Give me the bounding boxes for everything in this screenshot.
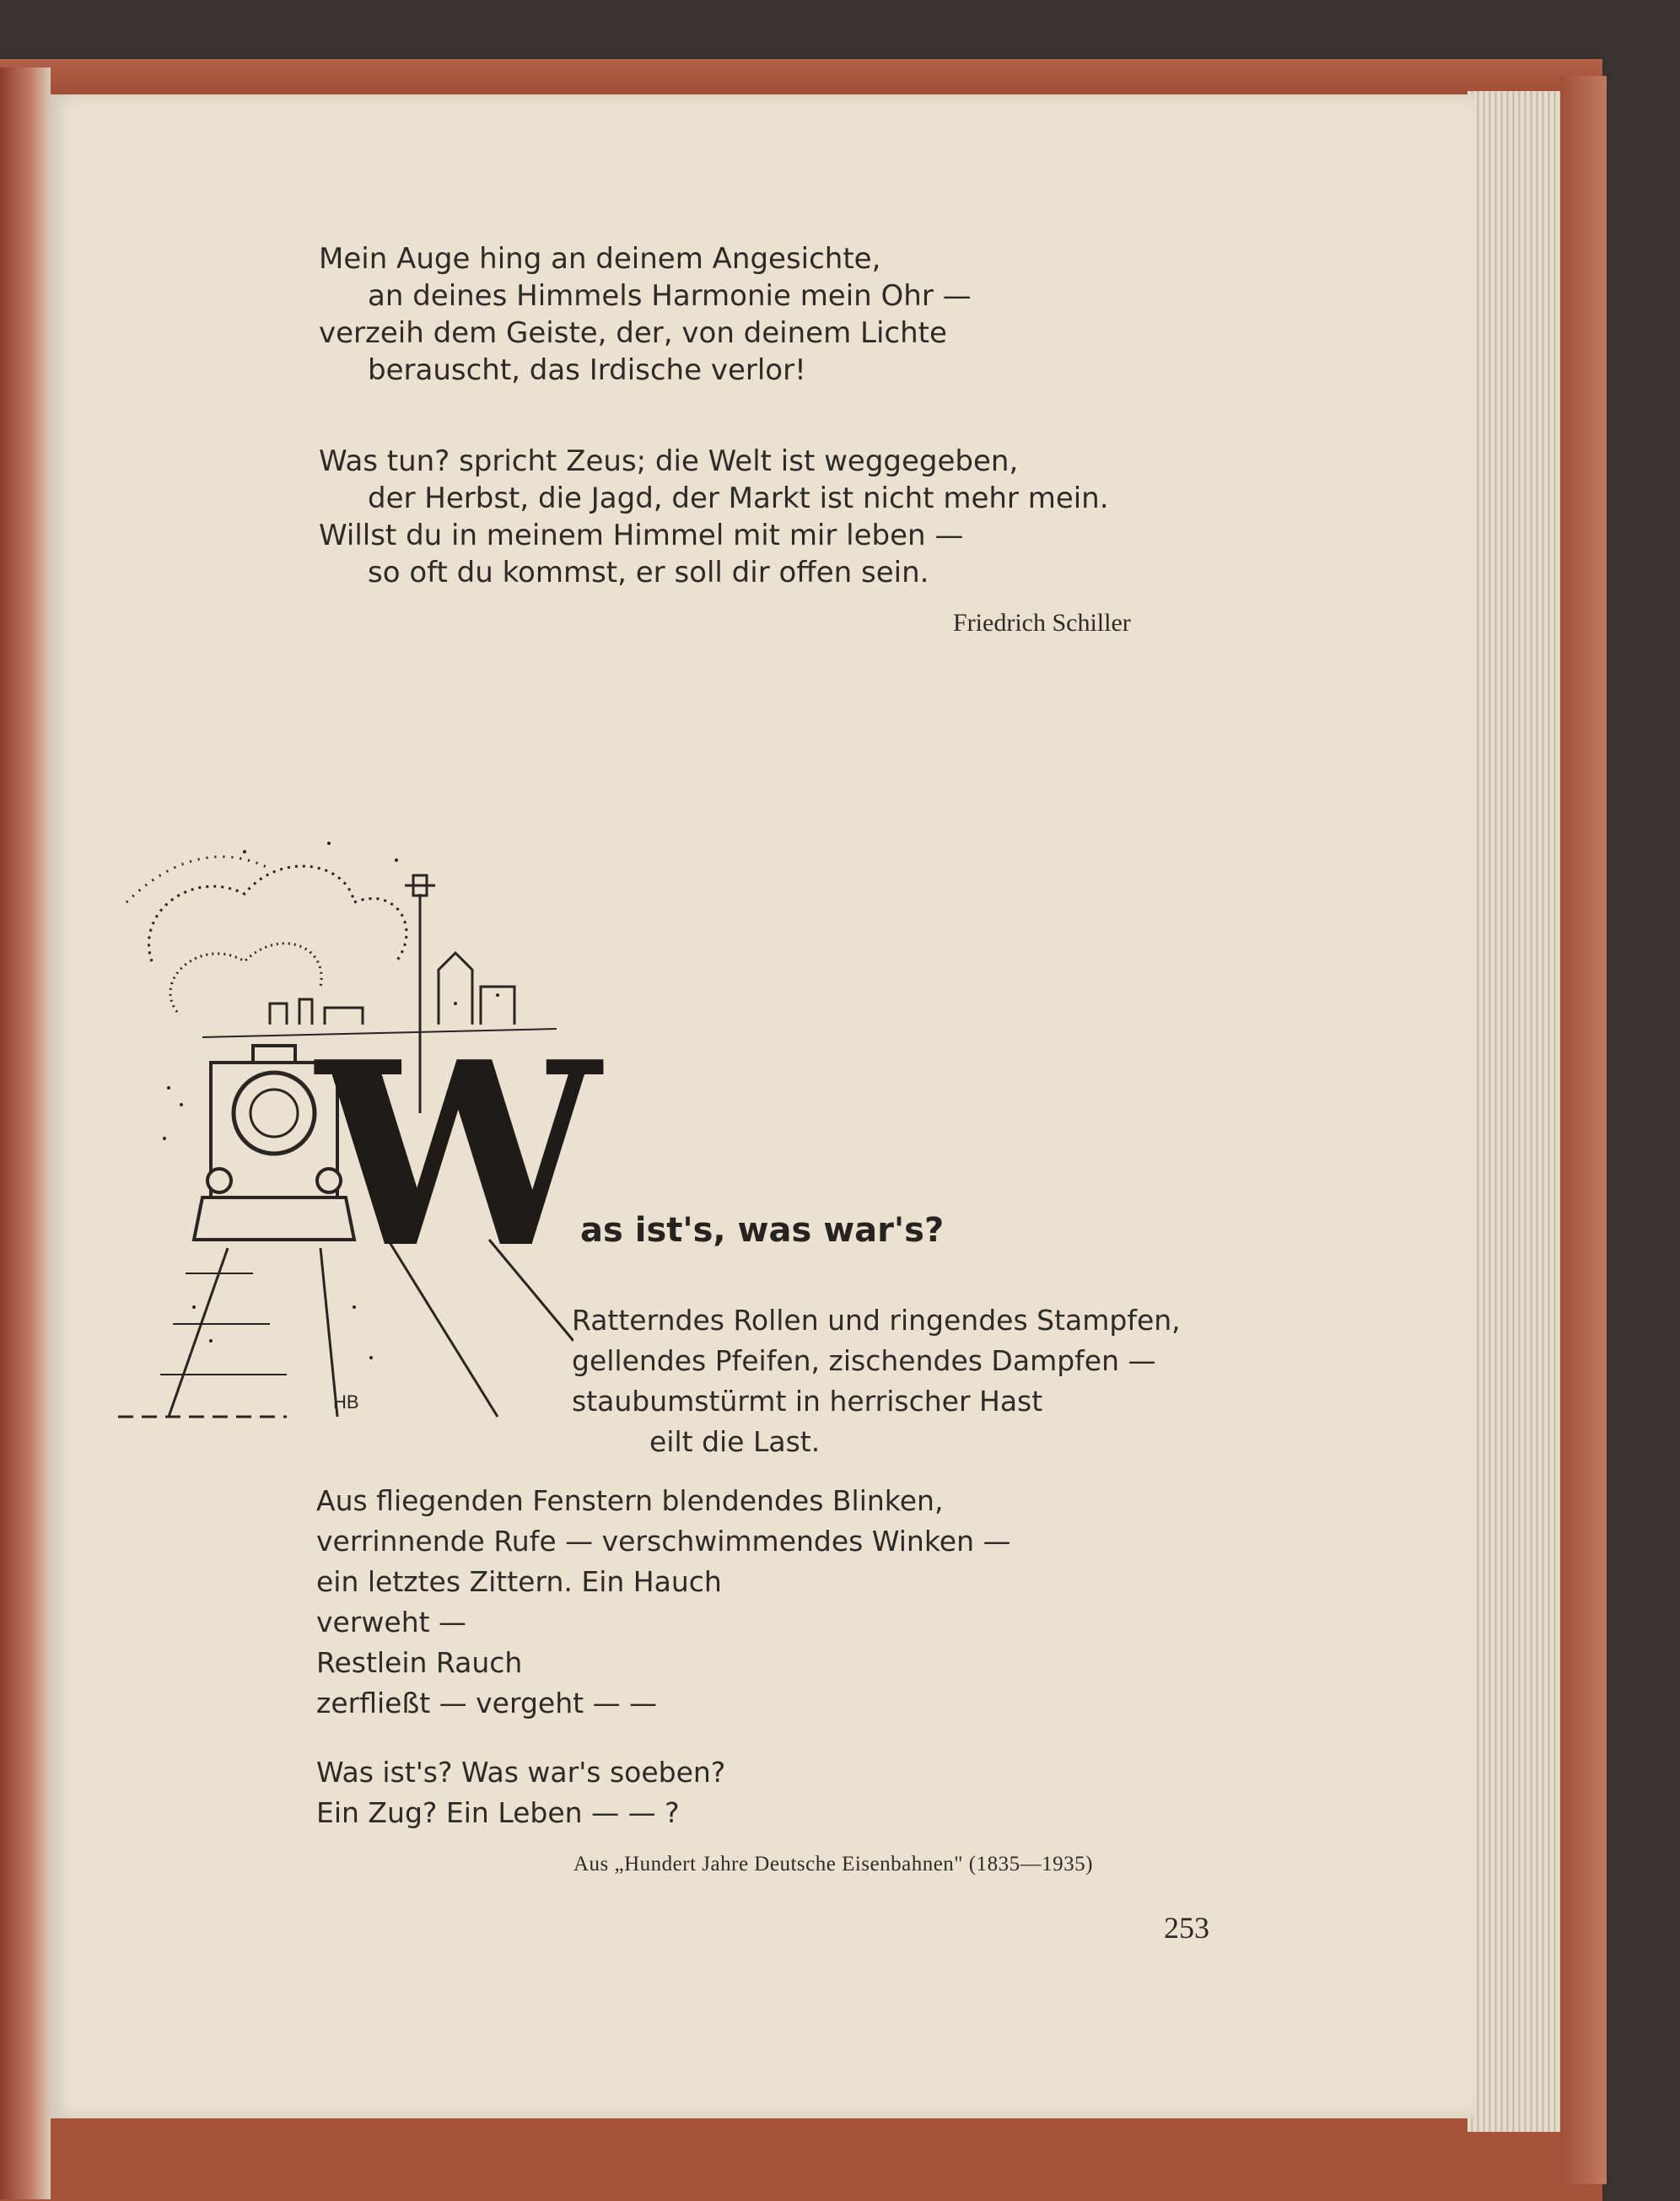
verse-line: Willst du in meinem Himmel mit mir leben — bbox=[319, 519, 964, 552]
verse-line: ein letztes Zittern. Ein Hauch bbox=[316, 1565, 722, 1598]
drop-cap-initial: W bbox=[316, 1006, 600, 1304]
source-citation: Aus „Hundert Jahre Deutsche Eisenbahnen" (1835—1935) bbox=[573, 1853, 1093, 1875]
page-stack-edges bbox=[1467, 91, 1560, 2132]
book-spine-gutter bbox=[0, 67, 51, 2199]
schiller-stanza-1 bbox=[319, 240, 972, 389]
verse-line: Aus fliegenden Fenstern blendendes Blinken, bbox=[316, 1484, 944, 1517]
schiller-author: Friedrich Schiller bbox=[953, 609, 1131, 637]
verse-line: staubumstürmt in herrischer Hast bbox=[572, 1385, 1043, 1418]
verse-line: gellendes Pfeifen, zischendes Dampfen — bbox=[572, 1344, 1156, 1377]
poem-title: as ist's, was war's? bbox=[580, 1211, 945, 1250]
verse-line: Ein Zug? Ein Leben — — ? bbox=[316, 1796, 680, 1829]
verse-line: verzeih dem Geiste, der, von deinem Lichte bbox=[319, 316, 947, 350]
verse-line: eilt die Last. bbox=[649, 1425, 821, 1458]
verse-line: verweht — bbox=[316, 1606, 467, 1639]
verse-line: Ratterndes Rollen und ringendes Stampfen, bbox=[572, 1304, 1181, 1337]
verse-line: Was ist's? Was war's soeben? bbox=[316, 1756, 726, 1789]
verse-line: Restlein Rauch bbox=[316, 1646, 523, 1679]
verse-line: so oft du kommst, er soll dir offen sein. bbox=[368, 556, 929, 589]
illustration-signature: HB bbox=[333, 1391, 359, 1413]
verse-line: verrinnende Rufe — verschwimmendes Winken — bbox=[316, 1525, 1011, 1558]
train-stanza-1 bbox=[572, 1300, 1181, 1462]
verse-line: der Herbst, die Jagd, der Markt ist nicht mehr mein. bbox=[368, 482, 1109, 515]
verse-line: Mein Auge hing an deinem Angesichte, bbox=[319, 242, 881, 276]
verse-line: berauscht, das Irdische verlor! bbox=[368, 353, 806, 387]
train-stanza-3 bbox=[316, 1752, 725, 1833]
page-number: 253 bbox=[1164, 1911, 1209, 1945]
verse-line: an deines Himmels Harmonie mein Ohr — bbox=[368, 279, 972, 313]
schiller-stanza-2 bbox=[319, 443, 1109, 591]
verse-line: Was tun? spricht Zeus; die Welt ist weggegeben, bbox=[319, 444, 1019, 478]
cover-right-edge bbox=[1560, 76, 1607, 2184]
train-stanza-2 bbox=[316, 1481, 1011, 1724]
verse-line: zerfließt — vergeht — — bbox=[316, 1687, 658, 1719]
